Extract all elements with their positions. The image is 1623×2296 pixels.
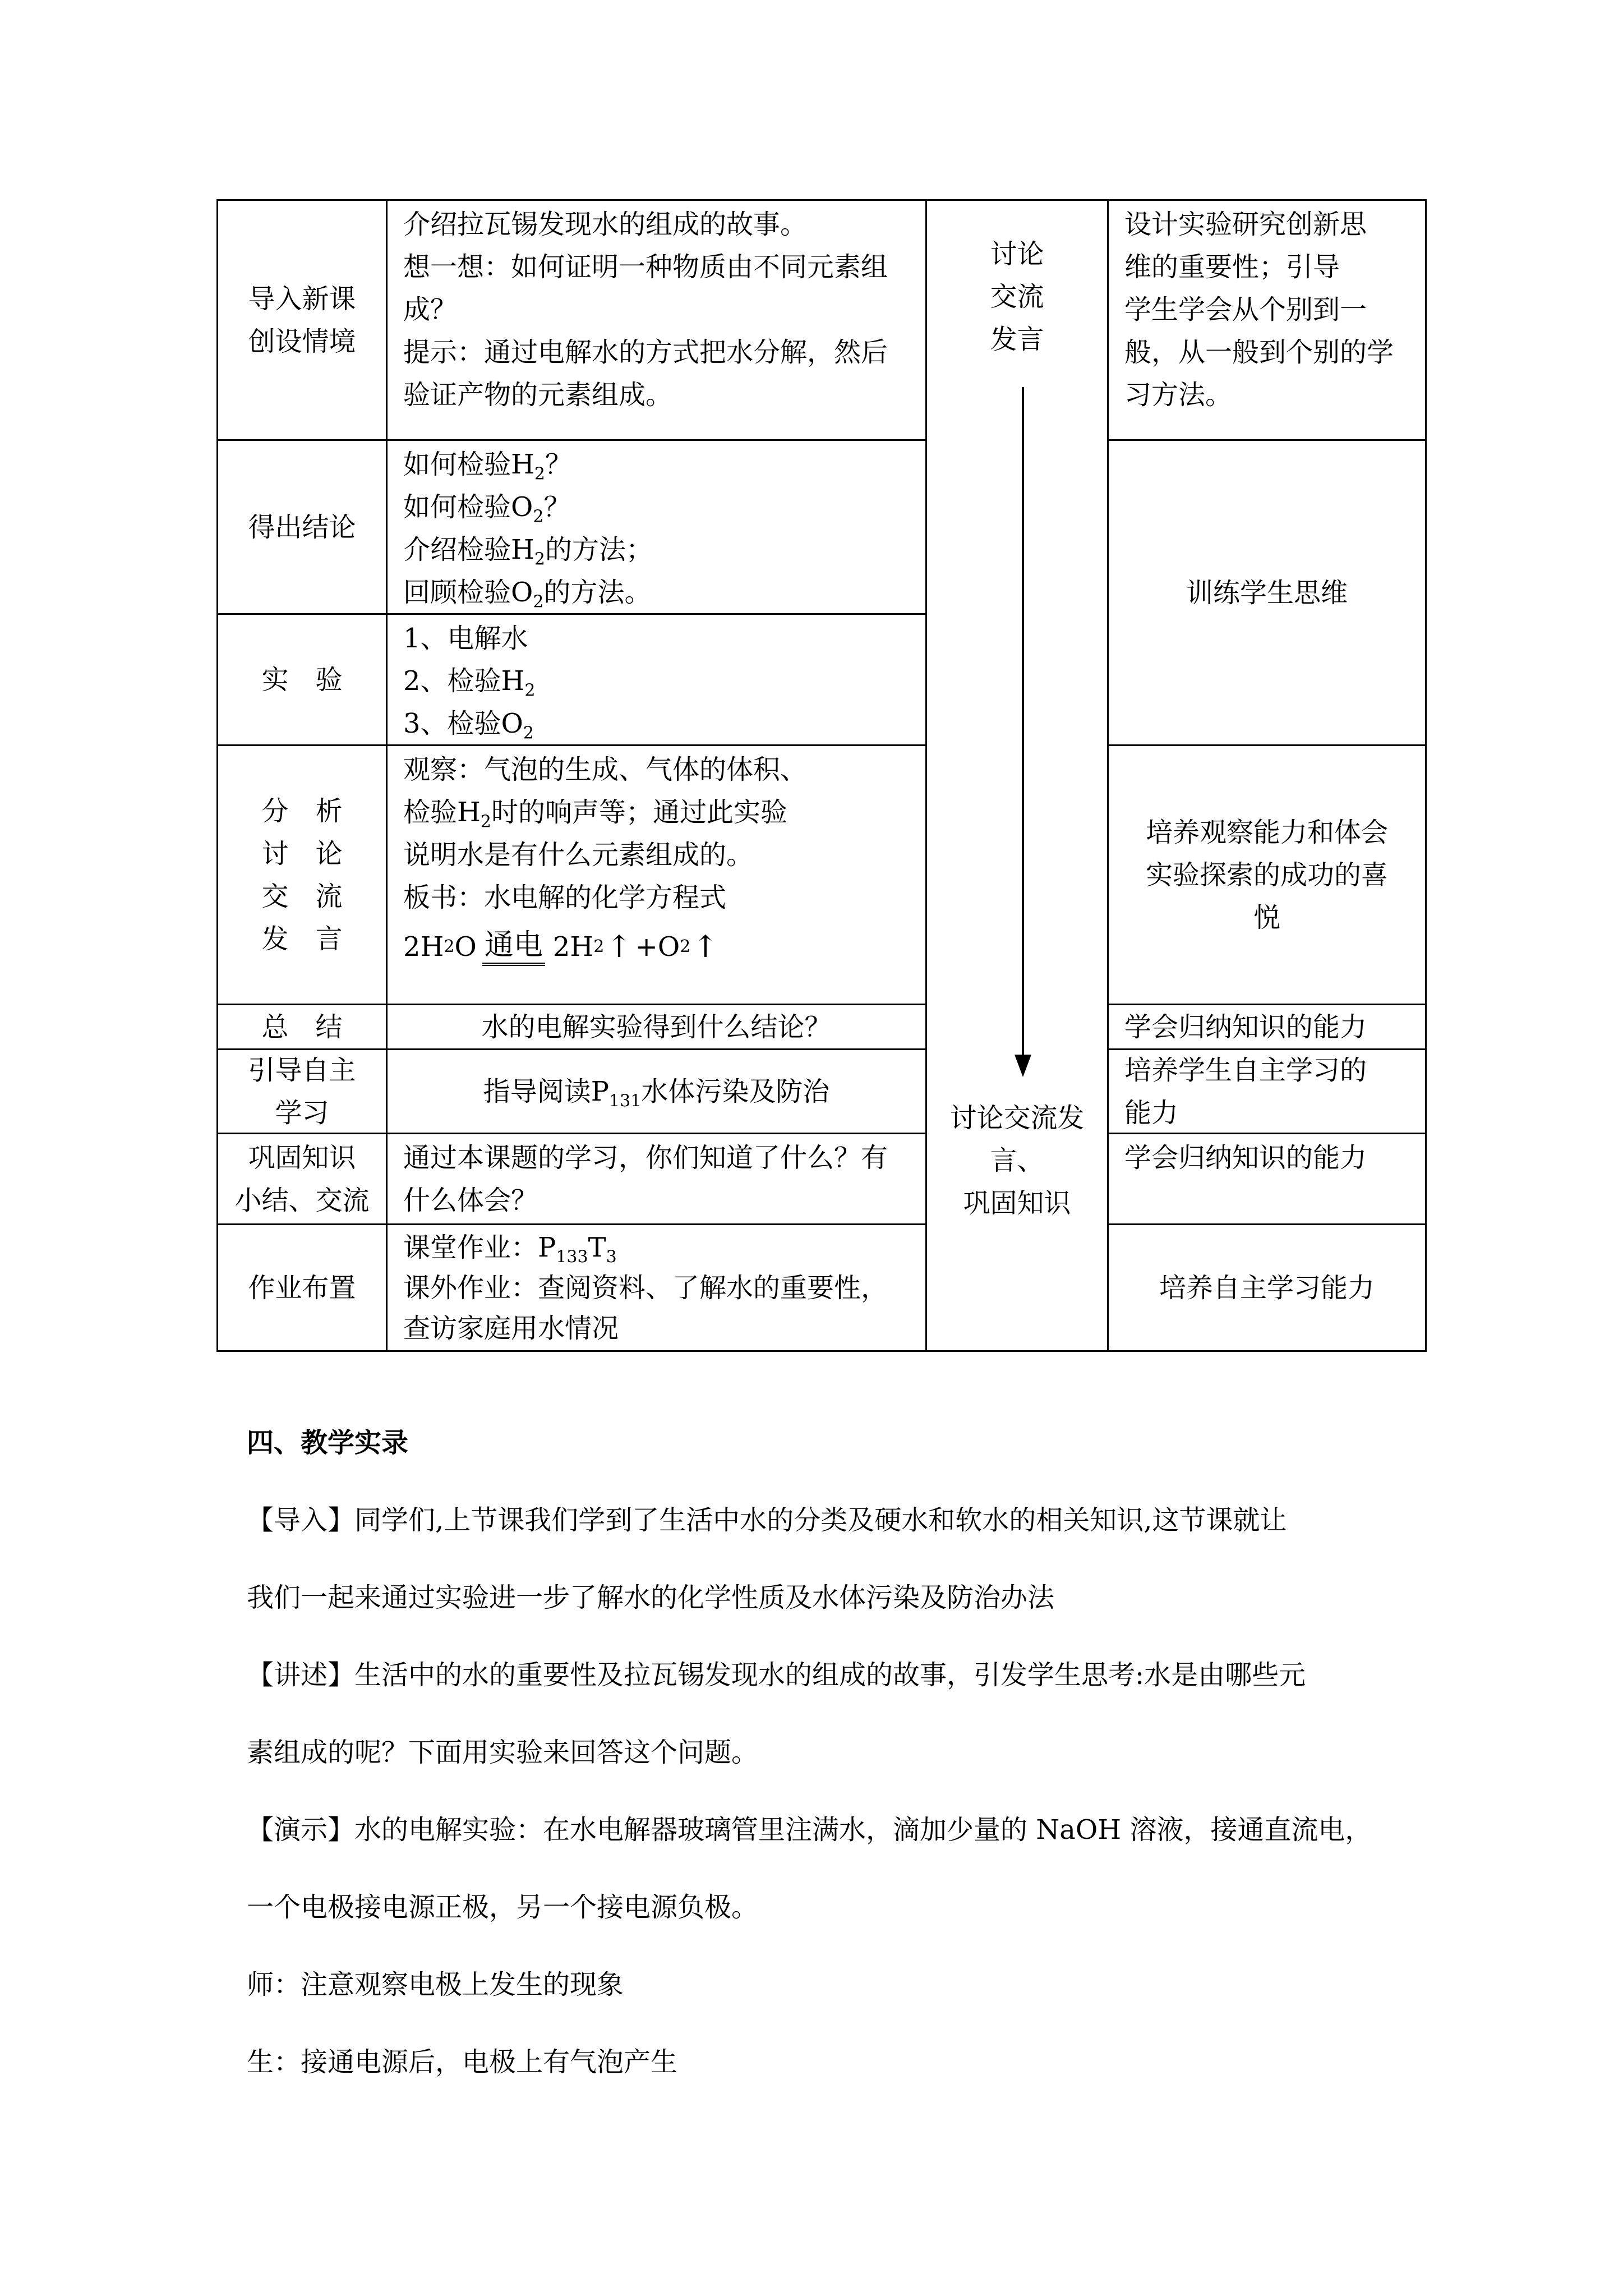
content-line: 指导阅读$P_{131}$水体污染及防治 xyxy=(483,1075,830,1111)
stage-cell-experiment xyxy=(218,615,386,744)
purpose-line: 培养自主学习能力 xyxy=(1159,1272,1375,1304)
content-line: 什么体会？ xyxy=(403,1185,538,1216)
activity-label: 发言 xyxy=(990,324,1044,355)
stage-cell-summary xyxy=(218,1005,386,1048)
purpose-cell-conclusion xyxy=(1109,441,1425,744)
content-line: 提示：通过电解水的方式把水分解，然后 xyxy=(403,337,888,368)
activity-label: 讨论交流发 xyxy=(949,1102,1085,1134)
purpose-line: 维的重要性；引导 xyxy=(1124,251,1340,283)
stage-cell-analysis xyxy=(218,746,386,1004)
stage-cell-intro xyxy=(218,201,386,439)
electrolysis-equation: 2H 2 O 通电 2H 2 ↑ +O 2 ↑ xyxy=(403,919,914,975)
lesson-plan-table xyxy=(216,199,1427,1352)
content-cell-summary xyxy=(388,1005,925,1048)
activity-label: 巩固知识 xyxy=(963,1188,1071,1219)
content-line: 如何检验$O_2$？ xyxy=(403,491,571,527)
activity-label: 言、 xyxy=(990,1145,1044,1176)
content-line: 说明水是有什么元素组成的。 xyxy=(403,839,754,871)
stage-cell-homework xyxy=(218,1225,386,1350)
up-arrow-icon: ↑ xyxy=(693,929,718,964)
stage-label: 得出结论 xyxy=(248,511,356,543)
paragraph-line: 师：注意观察电极上发生的现象 xyxy=(247,1969,624,2000)
content-cell-review xyxy=(388,1134,925,1223)
equation-condition: 通电 xyxy=(482,928,545,966)
stage-label: 总 结 xyxy=(261,1011,343,1043)
stage-cell-selfstudy xyxy=(218,1050,386,1133)
stage-label: 巩固知识 xyxy=(248,1142,356,1174)
content-line: 3、检验$O_2$ xyxy=(403,708,534,743)
content-line: 水的电解实验得到什么结论？ xyxy=(481,1011,832,1043)
content-line: 2、检验$H_2$ xyxy=(403,665,536,701)
purpose-line: 能力 xyxy=(1124,1097,1179,1129)
stage-label: 小结、交流 xyxy=(234,1184,370,1216)
activity-label: 交流 xyxy=(990,281,1044,312)
paragraph-line: 【演示】水的电解实验：在水电解器玻璃管里注满水，滴加少量的 NaOH 溶液，接通直流电， xyxy=(247,1814,1372,1846)
purpose-cell-analysis xyxy=(1109,746,1425,1004)
stage-label: 分 析 xyxy=(261,795,343,827)
purpose-line: 习方法。 xyxy=(1124,379,1233,411)
content-line: 介绍检验$H_2$的方法； xyxy=(403,534,653,569)
stage-label: 发 言 xyxy=(261,923,343,955)
up-arrow-icon: ↑ xyxy=(606,929,632,964)
content-line: 如何检验$H_2$？ xyxy=(403,449,572,484)
content-cell-conclusion xyxy=(388,441,925,613)
stage-label: 导入新课 xyxy=(248,283,356,315)
content-line: 课外作业：查阅资料、了解水的重要性， xyxy=(403,1272,888,1304)
content-line: 回顾检验$O_2$的方法。 xyxy=(403,577,652,612)
content-line: 板书：水电解的化学方程式 xyxy=(403,882,727,913)
content-line: 课堂作业：$P_{133}T_3$ xyxy=(403,1232,617,1267)
purpose-line: 般，从一般到个别的学 xyxy=(1124,337,1394,368)
purpose-line: 悦 xyxy=(1253,901,1280,933)
content-line: 查访家庭用水情况 xyxy=(403,1313,619,1344)
content-line: 介绍拉瓦锡发现水的组成的故事。 xyxy=(403,209,808,240)
paragraph-line: 一个电极接电源正极，另一个接电源负极。 xyxy=(247,1892,759,1923)
purpose-line: 培养观察能力和体会 xyxy=(1145,816,1388,848)
table-border-bottom xyxy=(216,1350,1427,1352)
stage-cell-conclusion xyxy=(218,441,386,613)
content-cell-experiment xyxy=(388,615,925,744)
paragraph-line: 【讲述】生活中的水的重要性及拉瓦锡发现水的组成的故事，引发学生思考:水是由哪些元 xyxy=(247,1659,1306,1691)
stage-label: 引导自主 xyxy=(248,1054,356,1086)
content-line: 验证产物的元素组成。 xyxy=(403,379,673,411)
activity-cell-top xyxy=(927,233,1107,367)
paragraph-line: 【导入】同学们,上节课我们学到了生活中水的分类及硬水和软水的相关知识,这节课就让 xyxy=(247,1504,1287,1536)
content-line: 观察：气泡的生成、气体的体积、 xyxy=(403,754,808,785)
content-line: 成？ xyxy=(403,294,458,325)
paragraph-line: 素组成的呢？下面用实验来回答这个问题。 xyxy=(247,1737,759,1768)
stage-label: 作业布置 xyxy=(248,1272,356,1304)
paragraph-line: 我们一起来通过实验进一步了解水的化学性质及水体污染及防治办法 xyxy=(247,1582,1055,1613)
stage-label: 讨 论 xyxy=(261,838,343,869)
flow-arrow-shaft xyxy=(1022,387,1024,1057)
purpose-line: 实验探索的成功的喜 xyxy=(1145,859,1388,891)
stage-label: 交 流 xyxy=(261,880,343,912)
purpose-cell-intro xyxy=(1109,201,1425,439)
content-cell-intro xyxy=(388,201,925,439)
content-line: 通过本课题的学习，你们知道了什么？有 xyxy=(403,1142,888,1174)
purpose-cell-homework xyxy=(1109,1225,1425,1350)
content-line: 1、电解水 xyxy=(403,623,528,654)
content-line: 检验$H_2$时的响声等；通过此实验 xyxy=(403,797,787,832)
stage-label: 学习 xyxy=(275,1097,329,1129)
purpose-line: 学生学会从个别到一 xyxy=(1124,294,1367,325)
content-cell-homework xyxy=(388,1225,925,1350)
content-cell-selfstudy xyxy=(388,1050,925,1133)
section-heading: 四、教学实录 xyxy=(247,1427,409,1458)
activity-label: 讨论 xyxy=(990,238,1044,270)
purpose-cell-summary xyxy=(1109,1005,1425,1048)
purpose-line: 培养学生自主学习的 xyxy=(1124,1054,1367,1086)
activity-cell-bottom xyxy=(927,1097,1107,1226)
purpose-cell-review xyxy=(1109,1134,1425,1223)
content-cell-analysis xyxy=(388,746,925,1004)
purpose-line: 训练学生思维 xyxy=(1186,577,1348,609)
purpose-cell-selfstudy xyxy=(1109,1050,1425,1133)
down-arrow-icon xyxy=(1015,1055,1031,1077)
stage-label: 创设情境 xyxy=(248,325,356,357)
purpose-line: 设计实验研究创新思 xyxy=(1124,209,1367,240)
teaching-record-section xyxy=(247,1419,1396,2116)
purpose-line: 学会归纳知识的能力 xyxy=(1124,1142,1367,1174)
paragraph-line: 生：接通电源后，电极上有气泡产生 xyxy=(247,2046,678,2078)
stage-label: 实 验 xyxy=(261,664,343,696)
table-border-right xyxy=(1425,199,1427,1352)
content-line: 想一想：如何证明一种物质由不同元素组 xyxy=(403,251,888,283)
purpose-line: 学会归纳知识的能力 xyxy=(1124,1011,1367,1043)
stage-cell-review xyxy=(218,1134,386,1223)
